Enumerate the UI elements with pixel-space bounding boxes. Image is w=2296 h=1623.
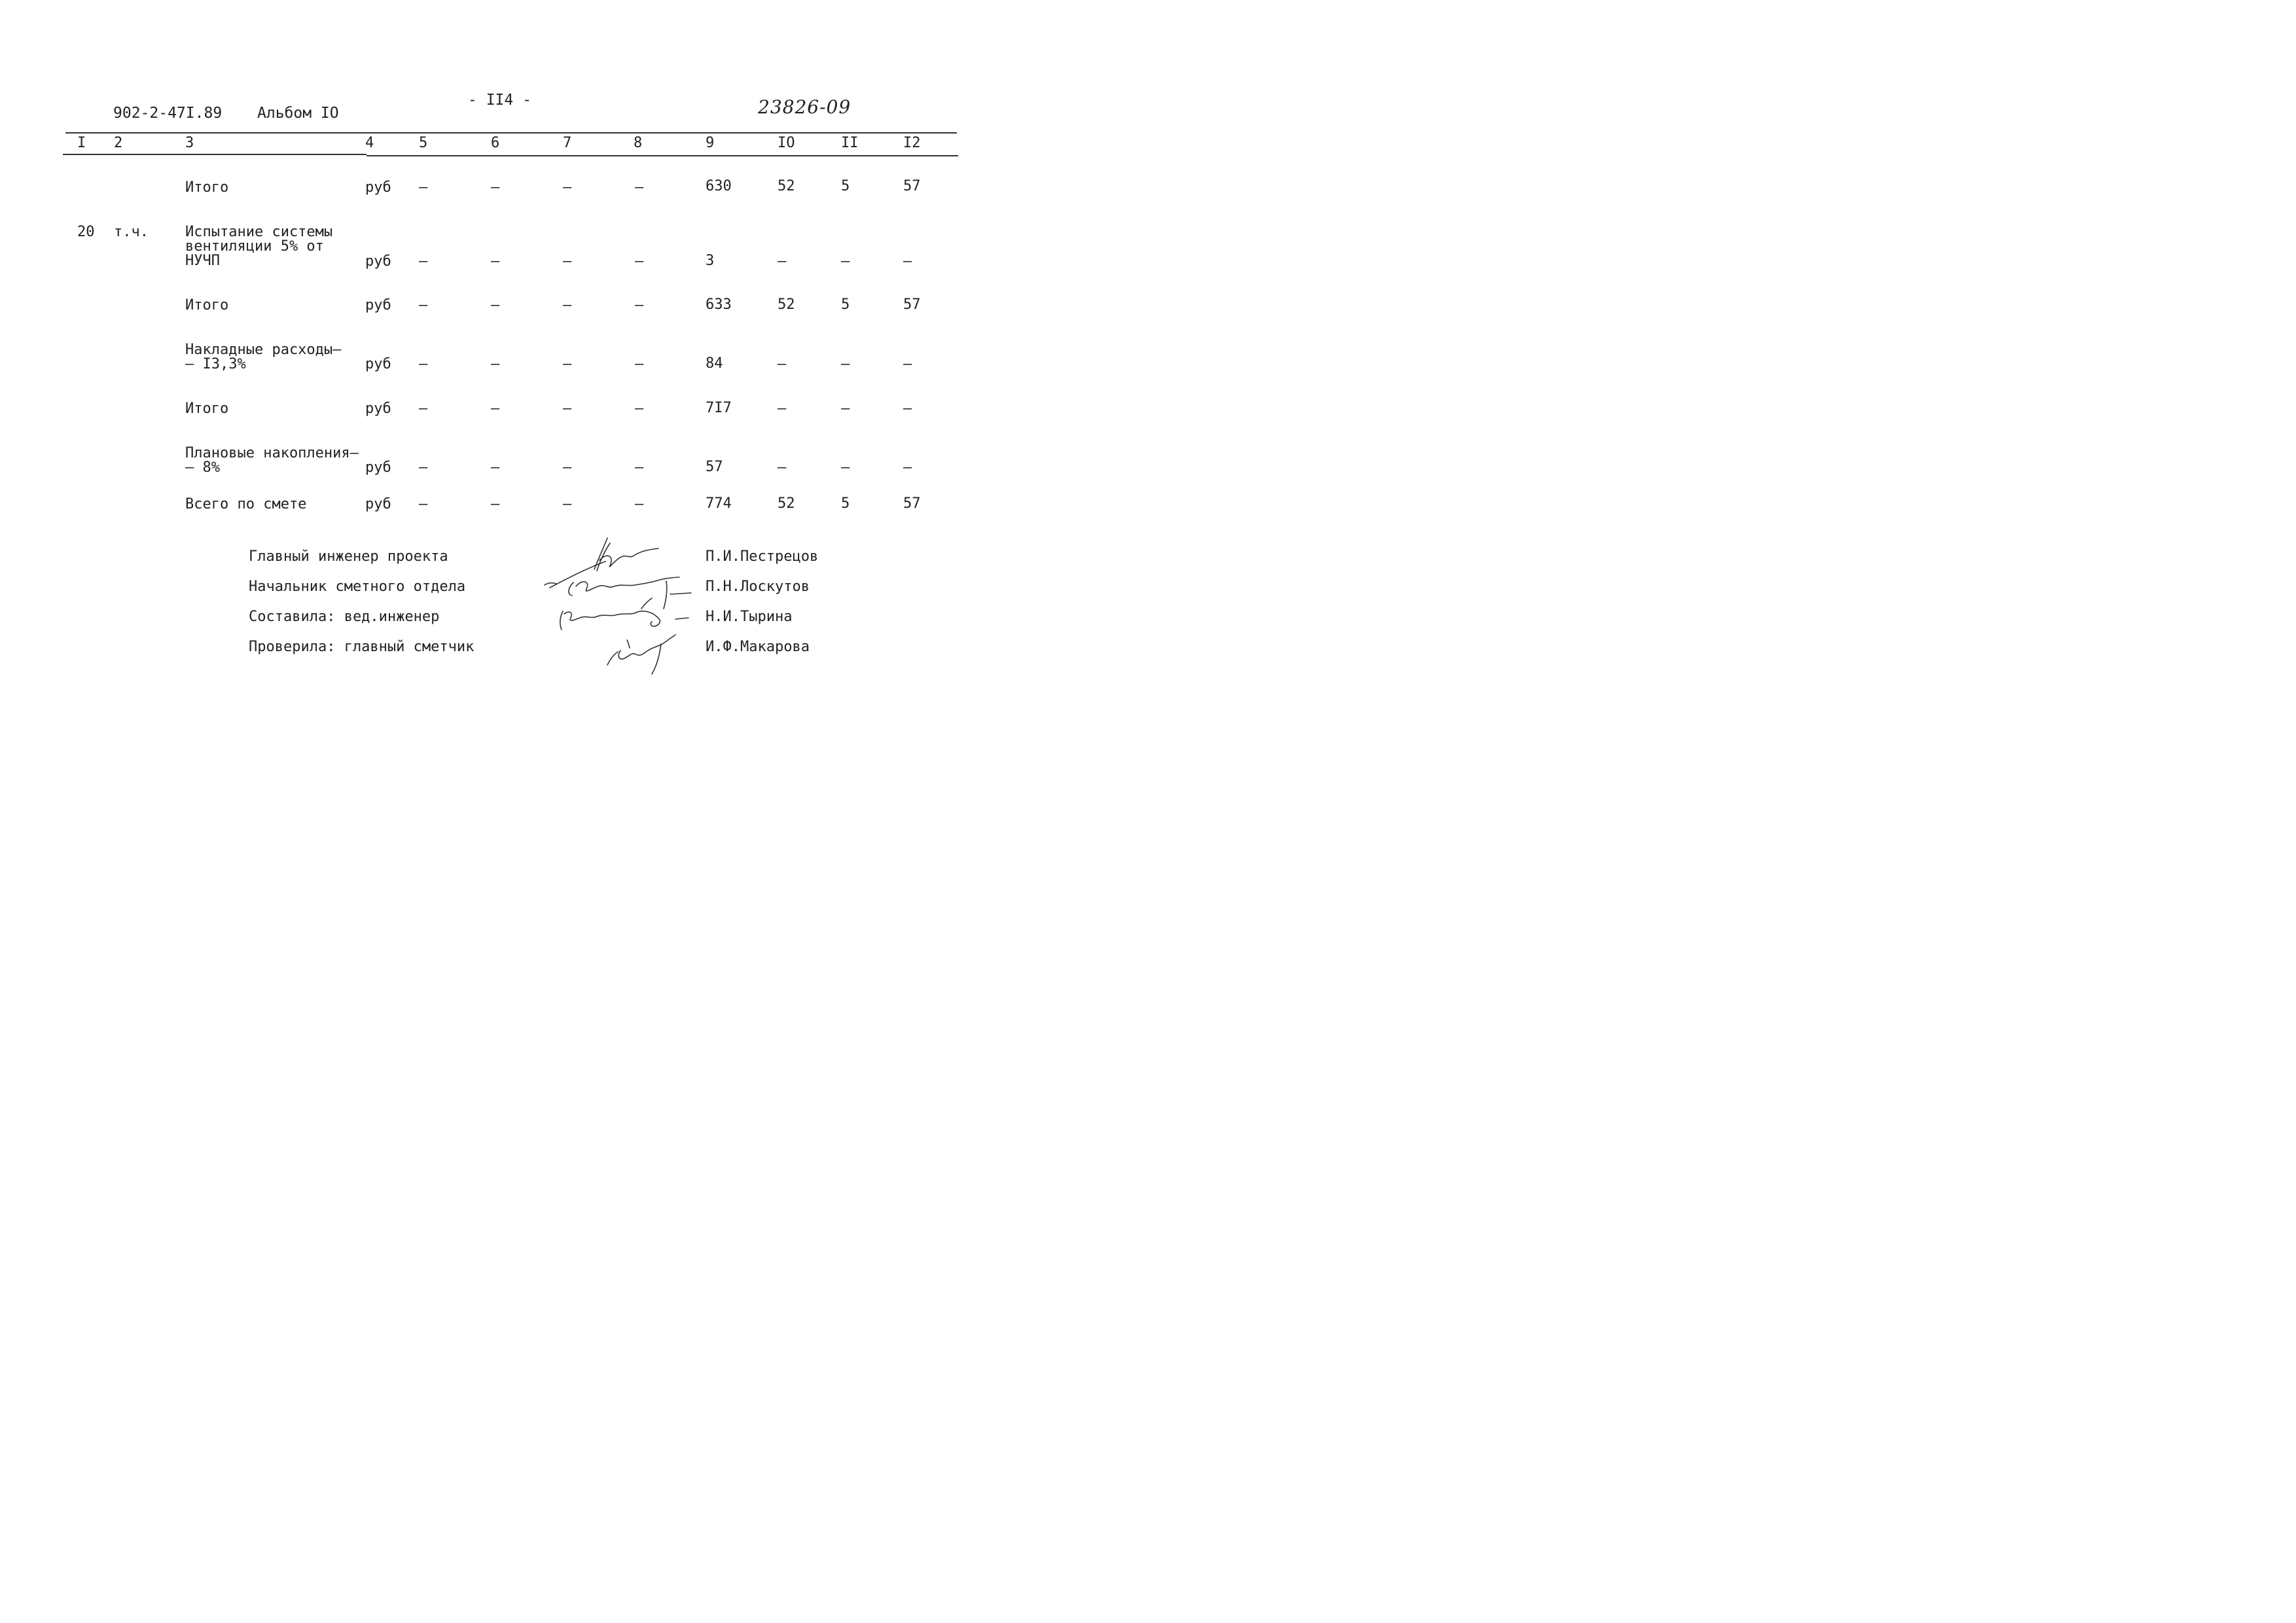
row-unit: руб	[365, 297, 391, 313]
cell-col5: –	[419, 297, 428, 313]
row-unit: руб	[365, 496, 391, 512]
row-description: Всего по смете	[185, 496, 307, 512]
cell-col8: –	[635, 253, 644, 270]
cell-col7: –	[563, 297, 572, 313]
cell-col6: –	[491, 459, 500, 476]
cell-col5: –	[419, 179, 428, 196]
document-code: 902-2-47I.89	[113, 105, 223, 122]
row-unit: руб	[365, 401, 391, 417]
cell-col8: –	[635, 459, 644, 476]
cell-col6: –	[491, 179, 500, 196]
cell-col7: –	[563, 459, 572, 476]
cell-col7: –	[563, 179, 572, 196]
cell-col5: –	[419, 459, 428, 476]
cell-col9: 3	[706, 253, 715, 269]
signatory-name: И.Ф.Макарова	[706, 639, 810, 655]
cell-col12: –	[903, 401, 912, 417]
cell-col12: –	[903, 253, 912, 270]
row-unit: руб	[365, 179, 391, 196]
column-header: IO	[778, 135, 795, 151]
row-description: Итого	[185, 297, 229, 313]
cell-col10: 52	[778, 178, 795, 194]
cell-col10: –	[778, 459, 787, 476]
cell-col9: 84	[706, 355, 723, 372]
cell-col8: –	[635, 297, 644, 313]
row-unit: руб	[365, 459, 391, 476]
signatory-role: Начальник сметного отдела	[249, 579, 466, 595]
cell-col5: –	[419, 253, 428, 270]
column-header: 8	[634, 135, 643, 151]
column-header: 2	[114, 135, 123, 151]
column-header: 4	[365, 135, 374, 151]
cell-col6: –	[491, 356, 500, 372]
cell-col10: 52	[778, 495, 795, 512]
column-header: 9	[706, 135, 715, 151]
cell-col6: –	[491, 401, 500, 417]
row-description: Итого	[185, 179, 229, 196]
cell-col10: –	[778, 401, 787, 417]
table-header-rule-left	[63, 154, 367, 155]
cell-col7: –	[563, 496, 572, 512]
cell-col12: –	[903, 459, 912, 476]
cell-col11: –	[841, 459, 850, 476]
cell-col5: –	[419, 401, 428, 417]
cell-col10: –	[778, 253, 787, 270]
column-header: 7	[563, 135, 572, 151]
signatory-role: Главный инженер проекта	[249, 548, 448, 565]
cell-col10: 52	[778, 296, 795, 313]
cell-col11: 5	[841, 178, 850, 194]
cell-col11: 5	[841, 296, 850, 313]
inventory-number: 23826-09	[758, 96, 852, 118]
column-header: I	[77, 135, 86, 151]
cell-col6: –	[491, 496, 500, 512]
album-label: Альбом IO	[257, 105, 339, 122]
cell-col9: 774	[706, 495, 732, 512]
cell-col11: 5	[841, 495, 850, 512]
cell-col7: –	[563, 253, 572, 270]
table-header-rule-right	[367, 155, 958, 156]
row-code: т.ч.	[114, 224, 149, 240]
cell-col9: 57	[706, 459, 723, 475]
cell-col8: –	[635, 401, 644, 417]
cell-col7: –	[563, 356, 572, 372]
table-top-rule	[65, 132, 957, 134]
cell-col12: 57	[903, 178, 921, 194]
page-number: - II4 -	[468, 92, 531, 109]
cell-col8: –	[635, 356, 644, 372]
cell-col6: –	[491, 253, 500, 270]
signatory-name: Н.И.Тырина	[706, 609, 793, 625]
column-header: 3	[185, 135, 194, 151]
cell-col8: –	[635, 179, 644, 196]
row-description: Испытание системы вентиляции 5% от НУЧП	[185, 224, 333, 269]
cell-col9: 7I7	[706, 400, 732, 416]
column-header: 6	[491, 135, 500, 151]
cell-col9: 633	[706, 296, 732, 313]
cell-col10: –	[778, 356, 787, 372]
cell-col12: 57	[903, 296, 921, 313]
cell-col12: –	[903, 356, 912, 372]
cell-col7: –	[563, 401, 572, 417]
cell-col9: 630	[706, 178, 732, 194]
signatory-name: П.Н.Лоскутов	[706, 579, 810, 595]
column-header: I2	[903, 135, 921, 151]
row-number: 20	[77, 224, 95, 240]
row-description: Плановые накопления– – 8%	[185, 445, 359, 476]
signatory-role: Составила: вед.инженер	[249, 609, 440, 625]
row-description: Накладные расходы– – I3,3%	[185, 342, 342, 372]
handwritten-signatures-image	[537, 531, 700, 682]
cell-col12: 57	[903, 495, 921, 512]
cell-col11: –	[841, 401, 850, 417]
column-header: 5	[419, 135, 428, 151]
row-description: Итого	[185, 401, 229, 417]
signatory-role: Проверила: главный сметчик	[249, 639, 475, 655]
cell-col11: –	[841, 253, 850, 270]
cell-col5: –	[419, 496, 428, 512]
cell-col8: –	[635, 496, 644, 512]
row-unit: руб	[365, 356, 391, 372]
row-unit: руб	[365, 253, 391, 270]
cell-col6: –	[491, 297, 500, 313]
cell-col5: –	[419, 356, 428, 372]
column-header: II	[841, 135, 859, 151]
cell-col11: –	[841, 356, 850, 372]
signatory-name: П.И.Пестрецов	[706, 548, 819, 565]
